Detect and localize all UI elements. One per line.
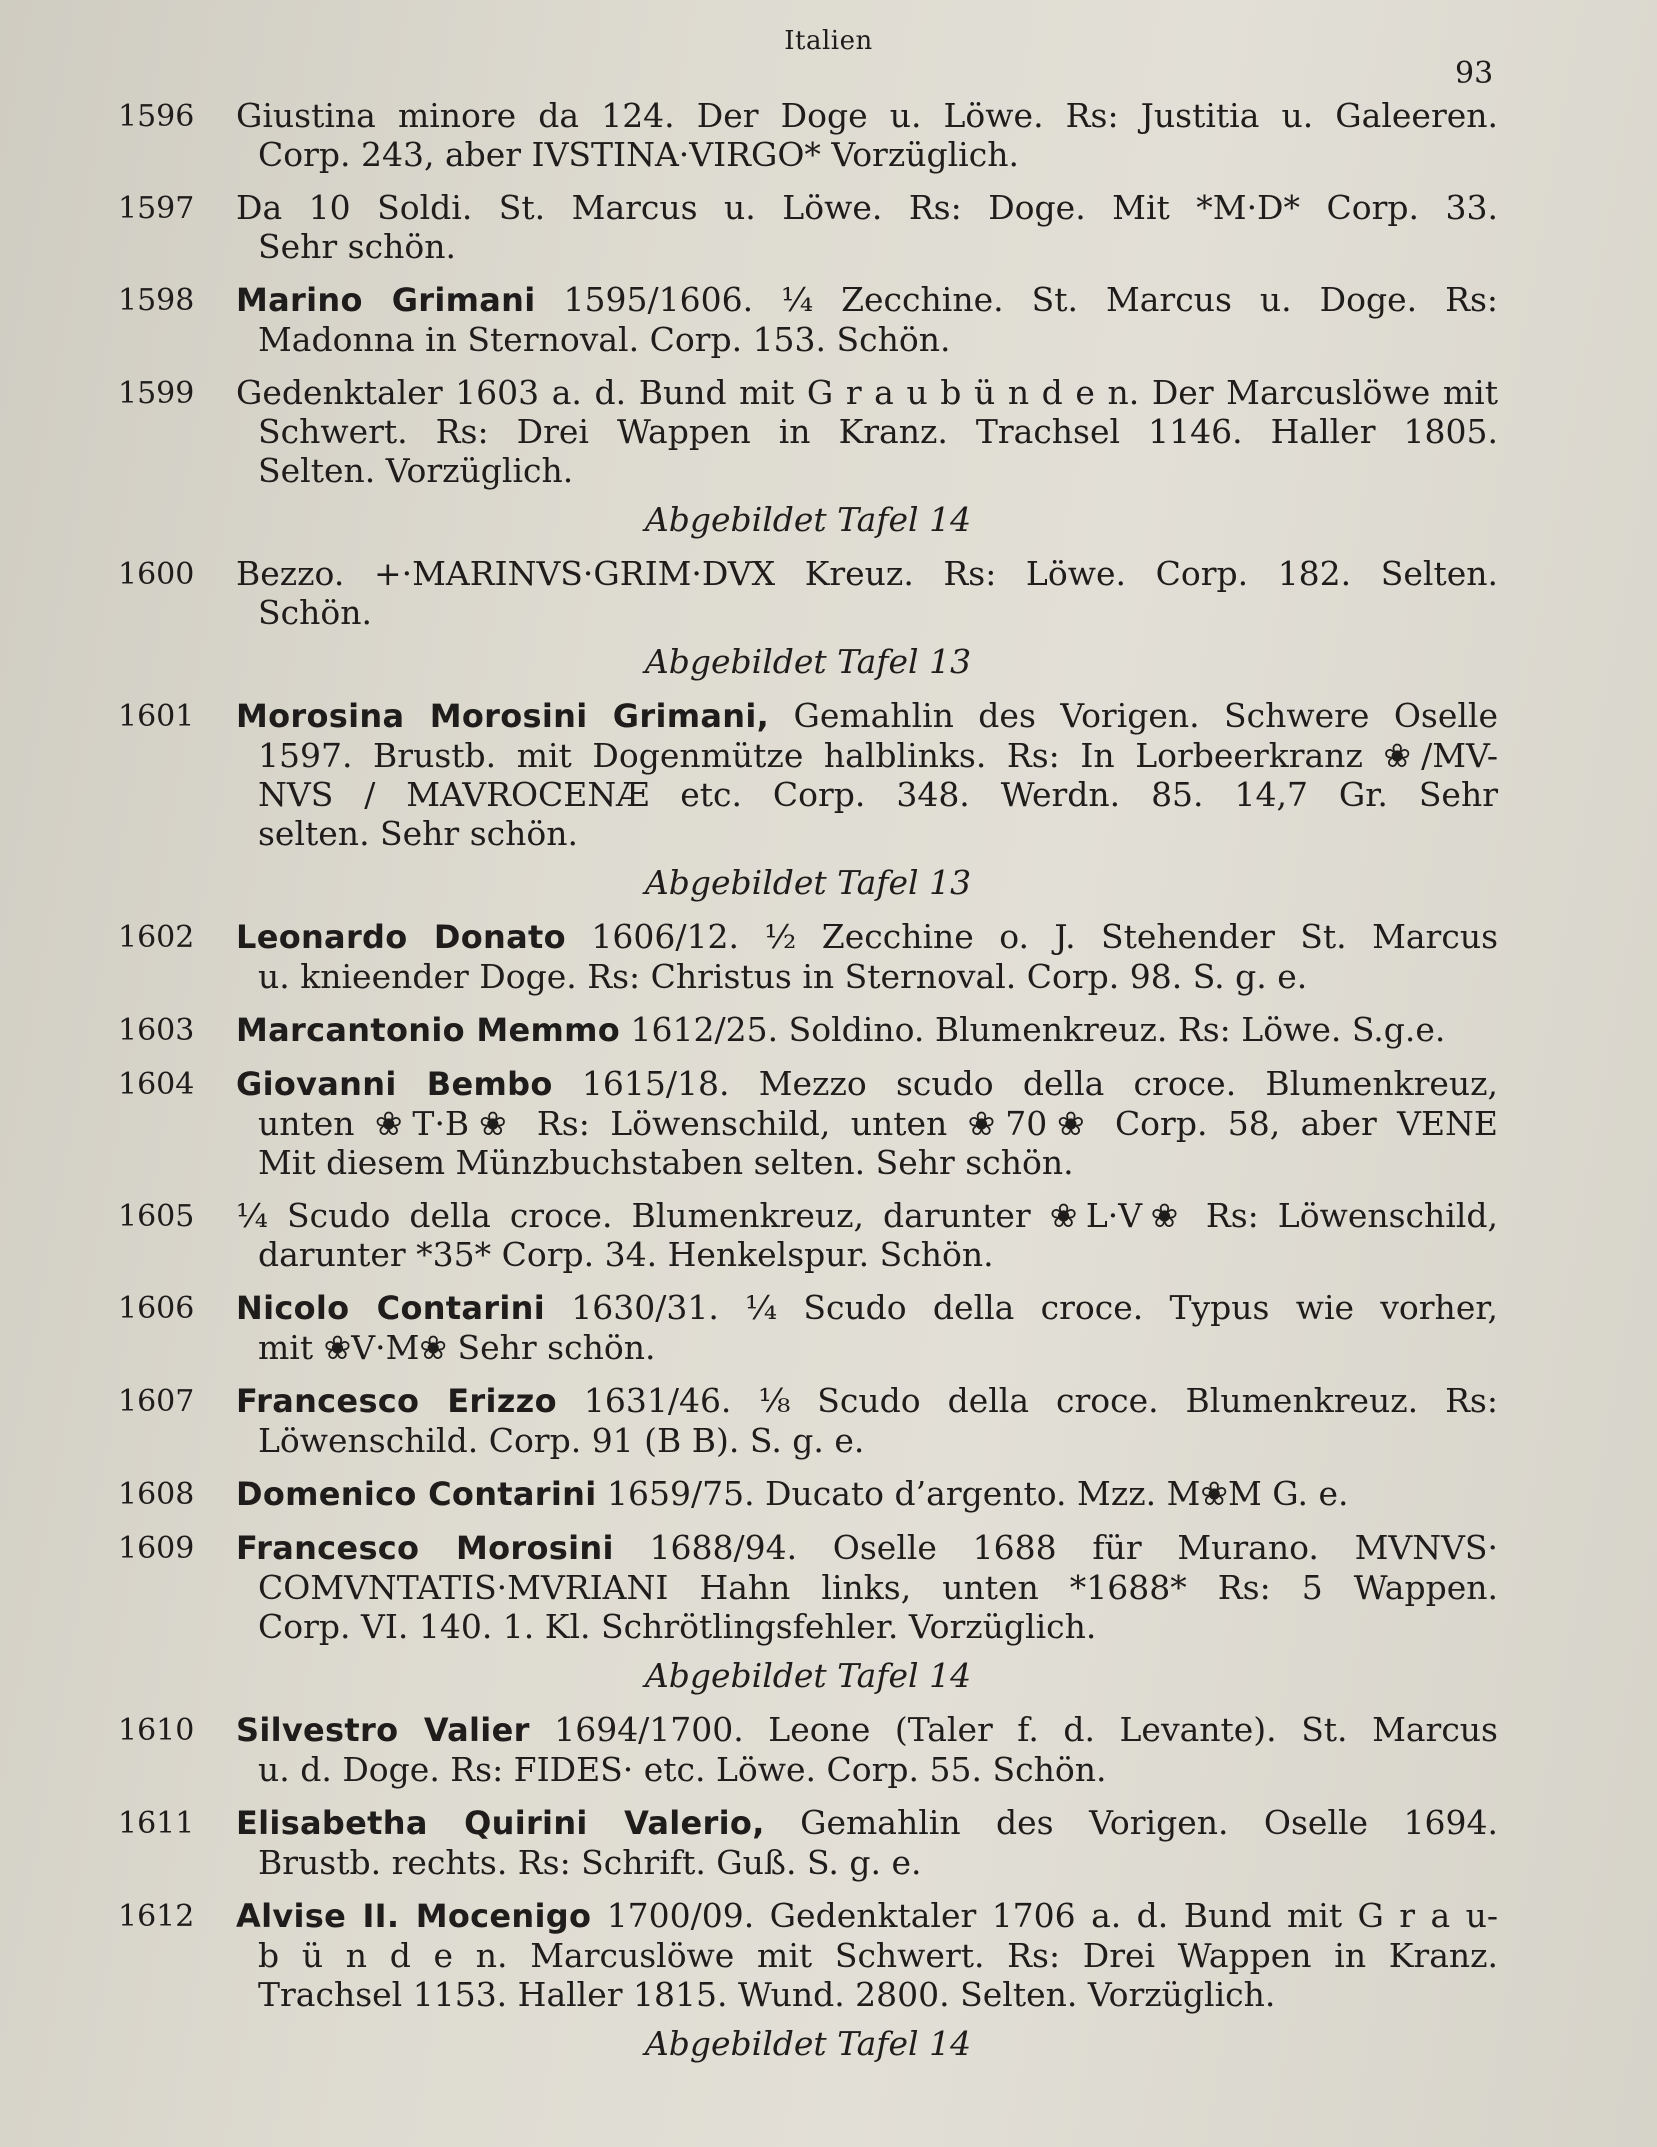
description-line xyxy=(236,814,1498,853)
lot-number: 1611 xyxy=(118,1806,195,1841)
ruler-name: Morosina Morosini Grimani, xyxy=(236,697,770,735)
description-line xyxy=(236,957,1498,996)
line-text: u. d. Doge. Rs: FIDES· etc. Löwe. Corp. 55. Schön. xyxy=(258,1750,1107,1789)
entry-description xyxy=(236,1474,1498,1514)
ruler-name: Francesco Erizzo xyxy=(236,1382,557,1420)
line-text: 1597. Brustb. mit Dogenmütze halblinks. Rs: In Lorbeerkranz ❀/MV- xyxy=(258,736,1498,775)
catalog-entry xyxy=(118,188,1498,266)
lot-number: 1606 xyxy=(118,1291,195,1326)
ruler-name: Leonardo Donato xyxy=(236,918,566,956)
line-text: Madonna in Sternoval. Corp. 153. Schön. xyxy=(258,320,951,359)
entry-description xyxy=(236,554,1498,632)
lot-number: 1609 xyxy=(118,1531,195,1566)
description-line xyxy=(236,1710,1498,1750)
line-text: Löwenschild. Corp. 91 (B B). S. g. e. xyxy=(258,1421,865,1460)
description-line xyxy=(236,1568,1498,1607)
line-text: 1631/46. ⅛ Scudo della croce. Blumenkreuz. Rs: xyxy=(583,1381,1498,1420)
line-text: Gedenktaler 1603 a. d. Bund mit G r a u b ü n d e n. Der Marcuslöwe mit xyxy=(236,373,1498,412)
entry-description xyxy=(236,917,1498,996)
catalog-entry xyxy=(118,1196,1498,1274)
ruler-name: Silvestro Valier xyxy=(236,1711,530,1749)
line-text: Mit diesem Münzbuchstaben selten. Sehr schön. xyxy=(258,1143,1074,1182)
description-line xyxy=(236,593,1498,632)
line-text: 1694/1700. Leone (Taler f. d. Levante). St. Marcus xyxy=(554,1710,1498,1749)
plate-caption: Abgebildet Tafel 14 xyxy=(644,500,972,539)
lot-number: 1604 xyxy=(118,1067,195,1102)
catalog-entry xyxy=(118,1064,1498,1182)
line-text: Corp. 243, aber IVSTINA·VIRGO* Vorzüglich. xyxy=(258,135,1019,174)
line-text: selten. Sehr schön. xyxy=(258,814,578,853)
entry-description xyxy=(236,1528,1498,1646)
lot-number: 1610 xyxy=(118,1713,195,1748)
plate-caption: Abgebildet Tafel 14 xyxy=(644,2024,972,2063)
ruler-name: Marcantonio Memmo xyxy=(236,1011,621,1049)
line-text: Gemahlin des Vorigen. Schwere Oselle xyxy=(793,696,1498,735)
description-line xyxy=(236,1328,1498,1367)
lot-number: 1602 xyxy=(118,920,195,955)
line-text: COMVNTATIS·MVRIANI Hahn links, unten *1688* Rs: 5 Wappen. xyxy=(258,1568,1498,1607)
entry-description xyxy=(236,188,1498,266)
description-line xyxy=(236,1803,1498,1843)
line-text: b ü n d e n. Marcuslöwe mit Schwert. Rs: Drei Wappen in Kranz. xyxy=(258,1936,1498,1975)
entry-description xyxy=(236,96,1498,174)
catalog-entry xyxy=(118,280,1498,359)
description-line xyxy=(236,775,1498,814)
line-text: unten ❀T·B❀ Rs: Löwenschild, unten ❀70❀ Corp. 58, aber VENE xyxy=(258,1104,1498,1143)
description-line xyxy=(236,1196,1498,1235)
catalog-entry xyxy=(118,917,1498,996)
ruler-name: Marino Grimani xyxy=(236,281,536,319)
plate-caption: Abgebildet Tafel 13 xyxy=(644,642,972,681)
ruler-name: Alvise II. Mocenigo xyxy=(236,1897,592,1935)
lot-number: 1605 xyxy=(118,1199,195,1234)
lot-number: 1608 xyxy=(118,1477,195,1512)
description-line xyxy=(236,1381,1498,1421)
lot-number: 1596 xyxy=(118,99,195,134)
description-line xyxy=(236,696,1498,736)
catalog-entry xyxy=(118,696,1498,853)
description-line xyxy=(236,1064,1498,1104)
line-text: 1615/18. Mezzo scudo della croce. Blumenkreuz, xyxy=(581,1064,1499,1103)
description-line xyxy=(236,1750,1498,1789)
catalog-entry xyxy=(118,1710,1498,1789)
page-number: 93 xyxy=(1455,56,1494,91)
line-text: mit ❀V·M❀ Sehr schön. xyxy=(258,1328,656,1367)
lot-number: 1601 xyxy=(118,699,195,734)
line-text: Sehr schön. xyxy=(258,227,456,266)
description-line xyxy=(236,1421,1498,1460)
line-text: Bezzo. +·MARINVS·GRIM·DVX Kreuz. Rs: Löwe. Corp. 182. Selten. xyxy=(236,554,1498,593)
catalog-entry xyxy=(118,1474,1498,1514)
description-line xyxy=(236,1843,1498,1882)
line-text: NVS / MAVROCENÆ etc. Corp. 348. Werdn. 85. 14,7 Gr. Sehr xyxy=(258,775,1498,814)
line-text: u. knieender Doge. Rs: Christus in Sternoval. Corp. 98. S. g. e. xyxy=(258,957,1308,996)
entry-description xyxy=(236,1803,1498,1882)
ruler-name: Giovanni Bembo xyxy=(236,1065,553,1103)
description-line xyxy=(236,1528,1498,1568)
line-text: 1688/94. Oselle 1688 für Murano. MVNVS· xyxy=(649,1528,1498,1567)
line-text: Selten. Vorzüglich. xyxy=(258,451,574,490)
line-text: Corp. VI. 140. 1. Kl. Schrötlingsfehler. Vorzüglich. xyxy=(258,1607,1097,1646)
description-line xyxy=(236,1975,1498,2014)
catalog-entry xyxy=(118,1803,1498,1882)
description-line xyxy=(236,320,1498,359)
line-text: Da 10 Soldi. St. Marcus u. Löwe. Rs: Doge. Mit *M·D* Corp. 33. xyxy=(236,188,1498,227)
entry-description xyxy=(236,1896,1498,2014)
lot-number: 1603 xyxy=(118,1013,195,1048)
ruler-name: Francesco Morosini xyxy=(236,1529,614,1567)
description-line xyxy=(236,1235,1498,1274)
lot-number: 1599 xyxy=(118,376,195,411)
description-line xyxy=(236,917,1498,957)
entry-description xyxy=(236,1196,1498,1274)
line-text: 1659/75. Ducato d’argento. Mzz. M❀M G. e. xyxy=(606,1474,1349,1513)
entry-description xyxy=(236,1710,1498,1789)
description-line xyxy=(236,1143,1498,1182)
description-line xyxy=(236,1607,1498,1646)
running-header: Italien xyxy=(784,26,873,56)
description-line xyxy=(236,96,1498,135)
catalog-entry xyxy=(118,1288,1498,1367)
description-line xyxy=(236,1104,1498,1143)
line-text: Brustb. rechts. Rs: Schrift. Guß. S. g. e. xyxy=(258,1843,922,1882)
entry-description xyxy=(236,696,1498,853)
lot-number: 1600 xyxy=(118,557,195,592)
catalog-entry xyxy=(118,554,1498,632)
line-text: Trachsel 1153. Haller 1815. Wund. 2800. Selten. Vorzüglich. xyxy=(258,1975,1276,2014)
description-line xyxy=(236,1474,1498,1514)
line-text: 1595/1606. ¼ Zecchine. St. Marcus u. Doge. Rs: xyxy=(563,280,1498,319)
description-line xyxy=(236,188,1498,227)
catalog-entries xyxy=(118,96,1498,2078)
catalog-entry xyxy=(118,96,1498,174)
lot-number: 1598 xyxy=(118,283,195,318)
description-line xyxy=(236,227,1498,266)
description-line xyxy=(236,451,1498,490)
description-line xyxy=(236,135,1498,174)
entry-description xyxy=(236,1288,1498,1367)
line-text: Gemahlin des Vorigen. Oselle 1694. xyxy=(800,1803,1498,1842)
line-text: darunter *35* Corp. 34. Henkelspur. Schön. xyxy=(258,1235,994,1274)
line-text: 1606/12. ½ Zecchine o. J. Stehender St. Marcus xyxy=(591,917,1499,956)
description-line xyxy=(236,373,1498,412)
description-line xyxy=(236,736,1498,775)
line-text: 1700/09. Gedenktaler 1706 a. d. Bund mit G r a u- xyxy=(606,1896,1498,1935)
lot-number: 1597 xyxy=(118,191,195,226)
lot-number: 1607 xyxy=(118,1384,195,1419)
entry-description xyxy=(236,373,1498,490)
plate-caption: Abgebildet Tafel 14 xyxy=(644,1656,972,1695)
ruler-name: Elisabetha Quirini Valerio, xyxy=(236,1804,765,1842)
catalog-entry xyxy=(118,1381,1498,1460)
ruler-name: Domenico Contarini xyxy=(236,1475,597,1513)
catalog-entry xyxy=(118,1010,1498,1050)
plate-caption: Abgebildet Tafel 13 xyxy=(644,863,972,902)
description-line xyxy=(236,554,1498,593)
description-line xyxy=(236,1288,1498,1328)
description-line xyxy=(236,1896,1498,1936)
entry-description xyxy=(236,1010,1498,1050)
ruler-name: Nicolo Contarini xyxy=(236,1289,545,1327)
catalog-entry xyxy=(118,373,1498,490)
line-text: 1612/25. Soldino. Blumenkreuz. Rs: Löwe. S.g.e. xyxy=(630,1010,1446,1049)
line-text: Schön. xyxy=(258,593,372,632)
line-text: 1630/31. ¼ Scudo della croce. Typus wie vorher, xyxy=(571,1288,1498,1327)
line-text: Giustina minore da 124. Der Doge u. Löwe. Rs: Justitia u. Galeeren. xyxy=(236,96,1498,135)
entry-description xyxy=(236,1064,1498,1182)
catalog-entry xyxy=(118,1896,1498,2014)
line-text: ¼ Scudo della croce. Blumenkreuz, darunter ❀L·V❀ Rs: Löwenschild, xyxy=(236,1196,1498,1235)
description-line xyxy=(236,1936,1498,1975)
description-line xyxy=(236,1010,1498,1050)
description-line xyxy=(236,280,1498,320)
entry-description xyxy=(236,280,1498,359)
lot-number: 1612 xyxy=(118,1899,195,1934)
entry-description xyxy=(236,1381,1498,1460)
line-text: Schwert. Rs: Drei Wappen in Kranz. Trachsel 1146. Haller 1805. xyxy=(258,412,1498,451)
description-line xyxy=(236,412,1498,451)
catalog-entry xyxy=(118,1528,1498,1646)
